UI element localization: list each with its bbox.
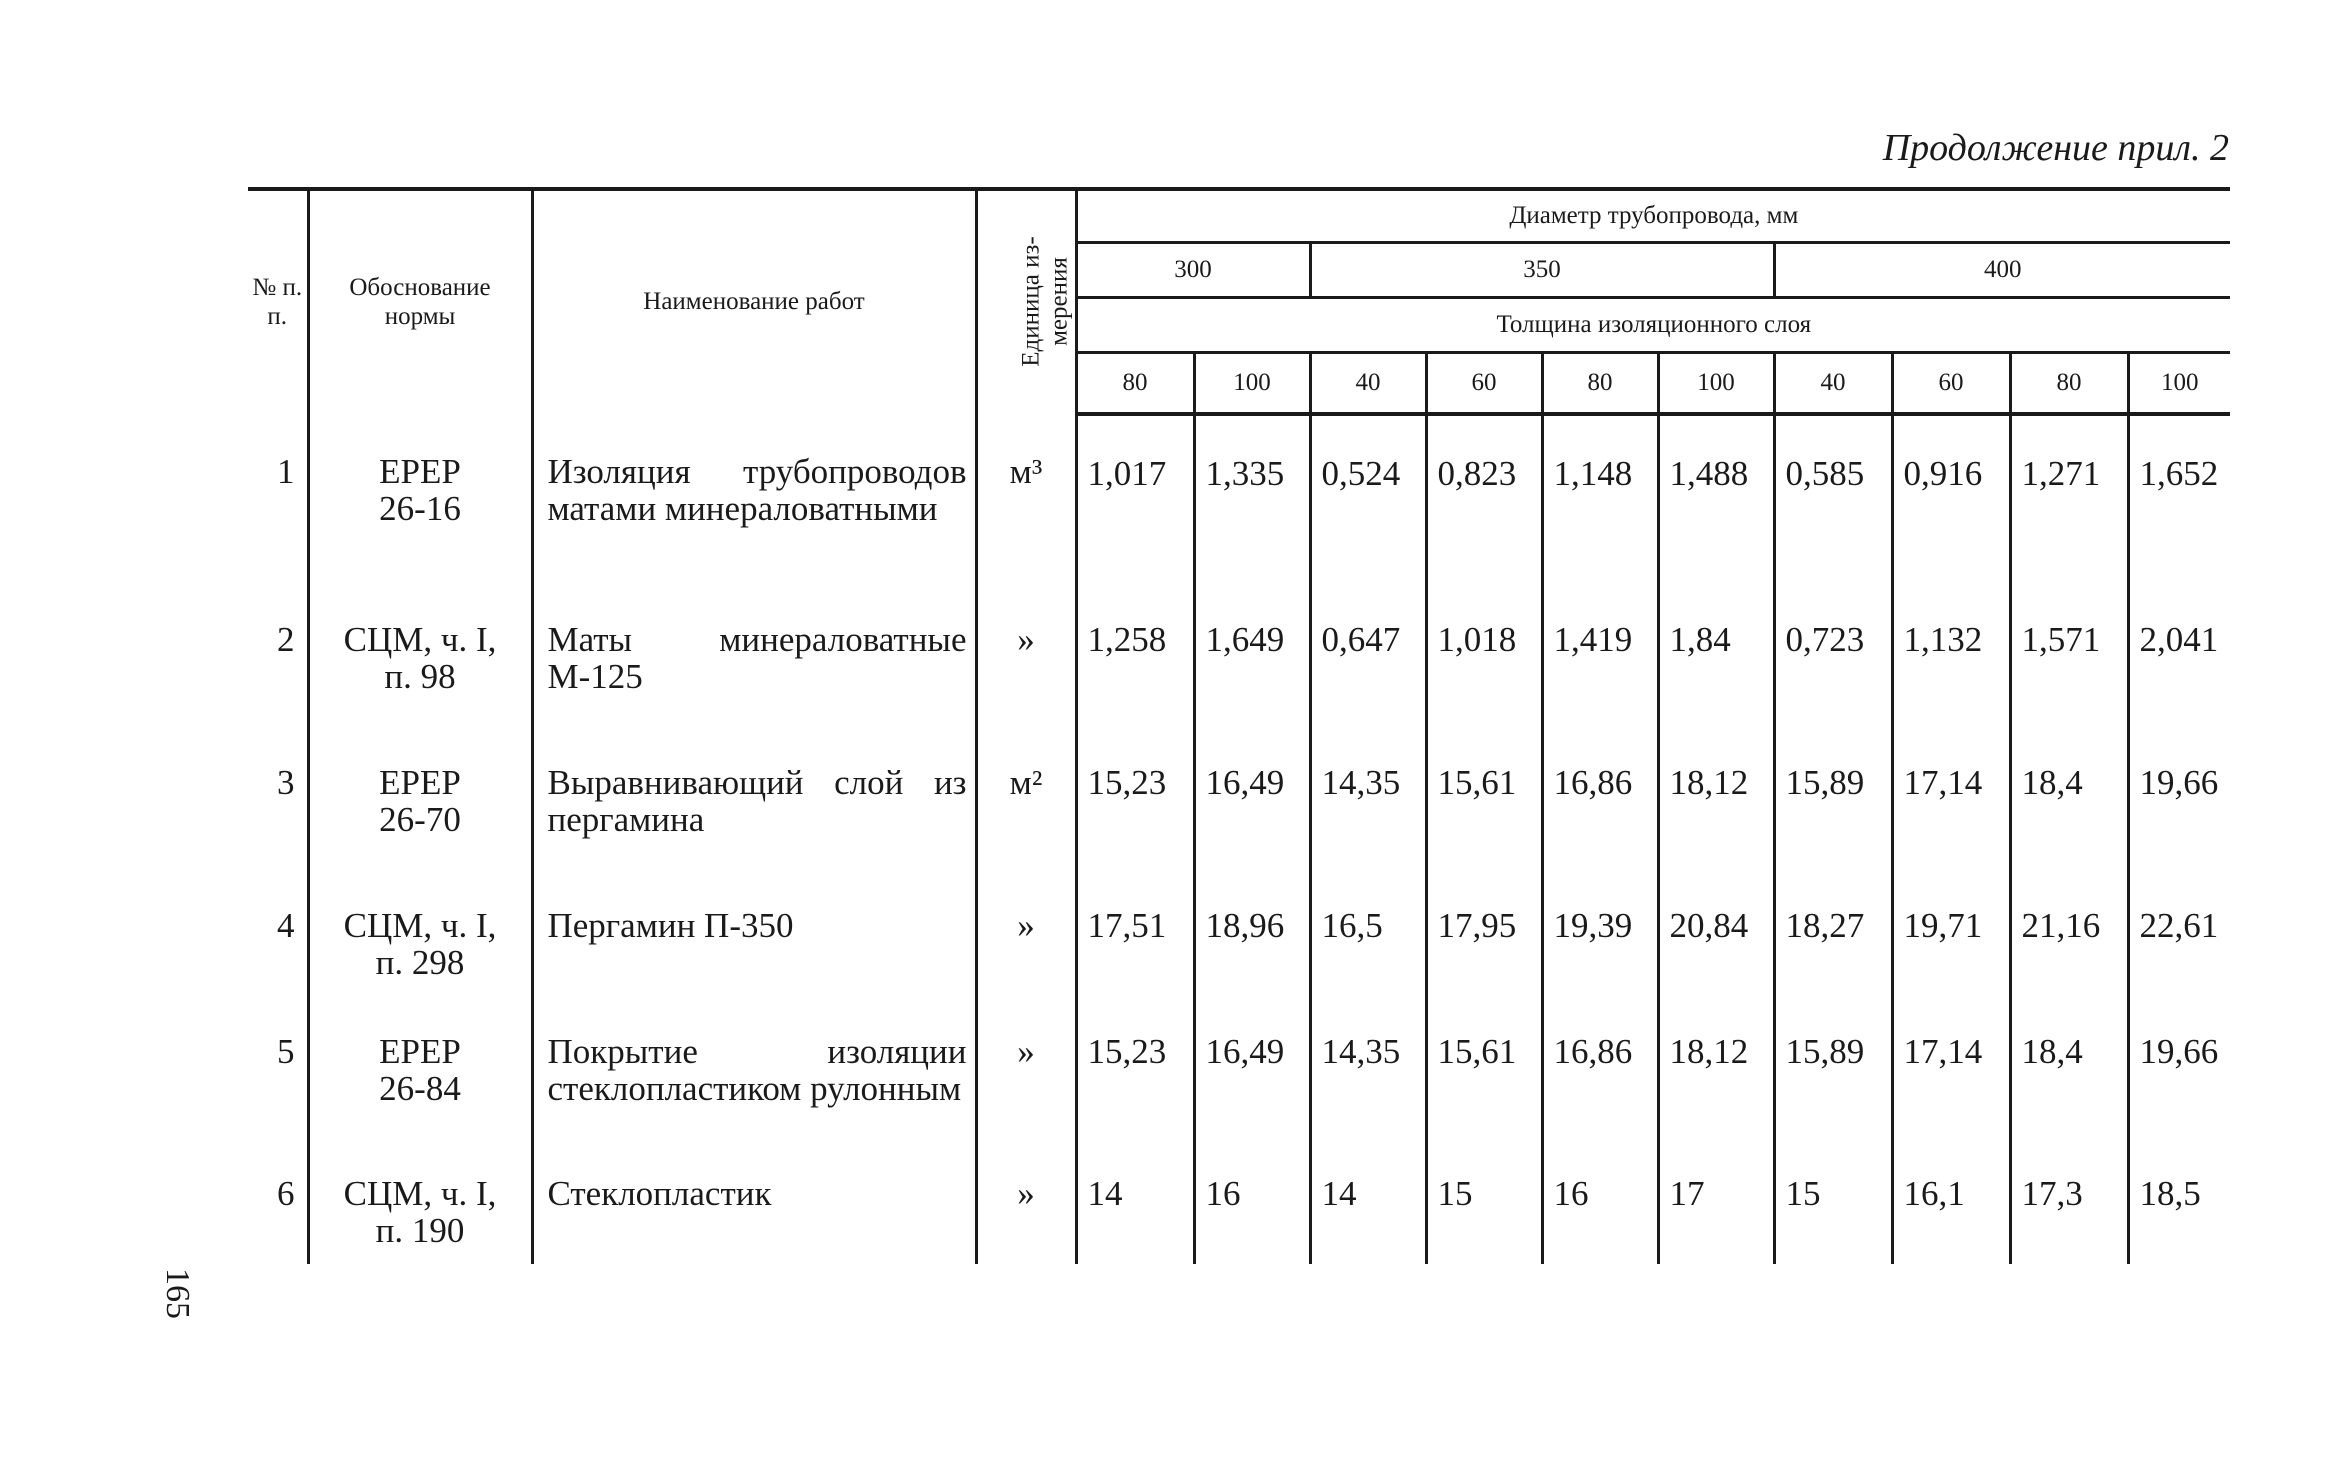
row-value: 1,271 <box>2010 414 2128 592</box>
row-value: 15,89 <box>1774 1004 1892 1146</box>
header-num: № п. п. <box>248 189 308 414</box>
row-value: 20,84 <box>1658 878 1774 1004</box>
row-basis-line2: п. 190 <box>375 1210 465 1250</box>
row-basis <box>308 414 532 592</box>
row-value: 0,723 <box>1774 592 1892 735</box>
row-basis <box>308 1146 532 1264</box>
row-unit: » <box>976 592 1076 735</box>
row-work-name: Выравнивающий слой из пергамина <box>532 735 976 878</box>
row-basis <box>308 735 532 878</box>
header-thickness-value: 60 <box>1892 353 2010 415</box>
table-row <box>248 1004 2230 1146</box>
row-value: 18,4 <box>2010 1004 2128 1146</box>
row-number: 1 <box>277 452 295 491</box>
row-basis-line1: СЦМ, ч. I, <box>343 620 497 659</box>
row-value: 0,524 <box>1310 414 1426 592</box>
row-basis-line2: п. 98 <box>384 656 456 696</box>
row-value: 1,488 <box>1658 414 1774 592</box>
row-value: 1,649 <box>1194 592 1310 735</box>
row-unit: » <box>976 878 1076 1004</box>
header-name: Наименование работ <box>532 189 976 414</box>
table-caption: Продолжение прил. 2 <box>1882 127 2229 169</box>
header-thickness-value: 80 <box>1542 353 1658 415</box>
row-value: 19,66 <box>2128 1004 2230 1146</box>
row-number: 5 <box>277 1032 295 1071</box>
row-basis-line2: п. 298 <box>375 942 465 982</box>
row-basis-line1: СЦМ, ч. I, <box>343 906 497 945</box>
row-value: 16,49 <box>1194 1004 1310 1146</box>
row-value: 17,14 <box>1892 735 2010 878</box>
table-row <box>248 592 2230 735</box>
header-diameter-300: 300 <box>1076 243 1310 298</box>
row-value: 1,018 <box>1426 592 1542 735</box>
header-thickness-value: 60 <box>1426 353 1542 415</box>
row-basis-line1: ЕРЕР <box>379 1032 461 1071</box>
row-value: 17,14 <box>1892 1004 2010 1146</box>
row-value: 15 <box>1774 1146 1892 1264</box>
header-thickness-value: 40 <box>1774 353 1892 415</box>
row-unit: м² <box>976 735 1076 878</box>
row-value: 16,86 <box>1542 735 1658 878</box>
row-value: 15 <box>1426 1146 1542 1264</box>
row-basis <box>308 878 532 1004</box>
row-value: 1,132 <box>1892 592 2010 735</box>
row-value: 19,66 <box>2128 735 2230 878</box>
row-value: 16,86 <box>1542 1004 1658 1146</box>
row-value: 18,5 <box>2128 1146 2230 1264</box>
row-value: 16,1 <box>1892 1146 2010 1264</box>
row-value: 18,4 <box>2010 735 2128 878</box>
row-value: 1,148 <box>1542 414 1658 592</box>
row-basis-line2: 26-70 <box>379 799 461 839</box>
header-thickness-value: 40 <box>1310 353 1426 415</box>
row-basis <box>308 1004 532 1146</box>
row-value: 1,571 <box>2010 592 2128 735</box>
row-basis <box>308 592 532 735</box>
header-diameter-400: 400 <box>1774 243 2230 298</box>
row-value: 2,041 <box>2128 592 2230 735</box>
row-value: 15,23 <box>1076 735 1194 878</box>
row-value: 16 <box>1542 1146 1658 1264</box>
row-value: 17,3 <box>2010 1146 2128 1264</box>
row-value: 1,335 <box>1194 414 1310 592</box>
row-value: 14,35 <box>1310 735 1426 878</box>
header-thickness-value: 100 <box>1658 353 1774 415</box>
row-value: 18,12 <box>1658 735 1774 878</box>
row-value: 17,95 <box>1426 878 1542 1004</box>
header-diameter: Диаметр трубопровода, мм <box>1076 189 2230 243</box>
row-value: 0,916 <box>1892 414 2010 592</box>
row-value: 17 <box>1658 1146 1774 1264</box>
row-basis-line1: СЦМ, ч. I, <box>343 1174 497 1213</box>
row-unit: м³ <box>976 414 1076 592</box>
page-number: 165 <box>159 1268 196 1319</box>
header-thickness: Толщина изоляционного слоя <box>1076 298 2230 353</box>
row-value: 14 <box>1076 1146 1194 1264</box>
row-value: 22,61 <box>2128 878 2230 1004</box>
row-value: 16,49 <box>1194 735 1310 878</box>
row-value: 19,71 <box>1892 878 2010 1004</box>
table-row <box>248 735 2230 878</box>
row-work-name: Покрытие изоляции стеклопластиком рулонным <box>532 1004 976 1146</box>
row-number: 4 <box>277 906 295 945</box>
row-value: 21,16 <box>2010 878 2128 1004</box>
row-unit: » <box>976 1146 1076 1264</box>
header-thickness-value: 100 <box>1194 353 1310 415</box>
row-value: 0,823 <box>1426 414 1542 592</box>
row-value: 15,61 <box>1426 1004 1542 1146</box>
row-value: 0,647 <box>1310 592 1426 735</box>
row-number: 3 <box>277 763 295 802</box>
row-value: 1,84 <box>1658 592 1774 735</box>
row-work-name: Пергамин П-350 <box>532 878 976 1004</box>
row-value: 15,61 <box>1426 735 1542 878</box>
table-row <box>248 414 2230 592</box>
row-value: 18,96 <box>1194 878 1310 1004</box>
row-value: 1,652 <box>2128 414 2230 592</box>
row-value: 19,39 <box>1542 878 1658 1004</box>
header-thickness-value: 80 <box>2010 353 2128 415</box>
table-row <box>248 1146 2230 1264</box>
row-value: 0,585 <box>1774 414 1892 592</box>
table-row <box>248 878 2230 1004</box>
row-number: 6 <box>277 1174 295 1213</box>
row-basis-line2: 26-16 <box>379 488 461 528</box>
row-value: 15,89 <box>1774 735 1892 878</box>
row-value: 17,51 <box>1076 878 1194 1004</box>
header-thickness-value: 80 <box>1076 353 1194 415</box>
row-value: 14 <box>1310 1146 1426 1264</box>
row-number: 2 <box>277 620 295 659</box>
header-unit-line2: мерения <box>1044 257 1072 347</box>
row-work-name: Стеклопластик <box>532 1146 976 1264</box>
row-value: 16,5 <box>1310 878 1426 1004</box>
row-basis-line1: ЕРЕР <box>379 763 461 802</box>
row-basis-line2: 26-84 <box>379 1068 461 1108</box>
header-unit-line1: Единица из- <box>1017 236 1045 368</box>
row-basis-line1: ЕРЕР <box>379 452 461 491</box>
row-value: 15,23 <box>1076 1004 1194 1146</box>
header-thickness-value: 100 <box>2128 353 2230 415</box>
row-work-name: Маты минераловатные М-125 <box>532 592 976 735</box>
norms-table <box>248 187 2230 1264</box>
header-unit <box>976 189 1076 414</box>
row-value: 16 <box>1194 1146 1310 1264</box>
row-value: 18,12 <box>1658 1004 1774 1146</box>
row-value: 1,419 <box>1542 592 1658 735</box>
header-diameter-350: 350 <box>1310 243 1774 298</box>
header-basis: Обоснование нормы <box>308 189 532 414</box>
row-value: 14,35 <box>1310 1004 1426 1146</box>
row-work-name: Изоляция трубопроводов матами минераловатными <box>532 414 976 592</box>
row-unit: » <box>976 1004 1076 1146</box>
row-value: 1,258 <box>1076 592 1194 735</box>
row-value: 18,27 <box>1774 878 1892 1004</box>
row-value: 1,017 <box>1076 414 1194 592</box>
